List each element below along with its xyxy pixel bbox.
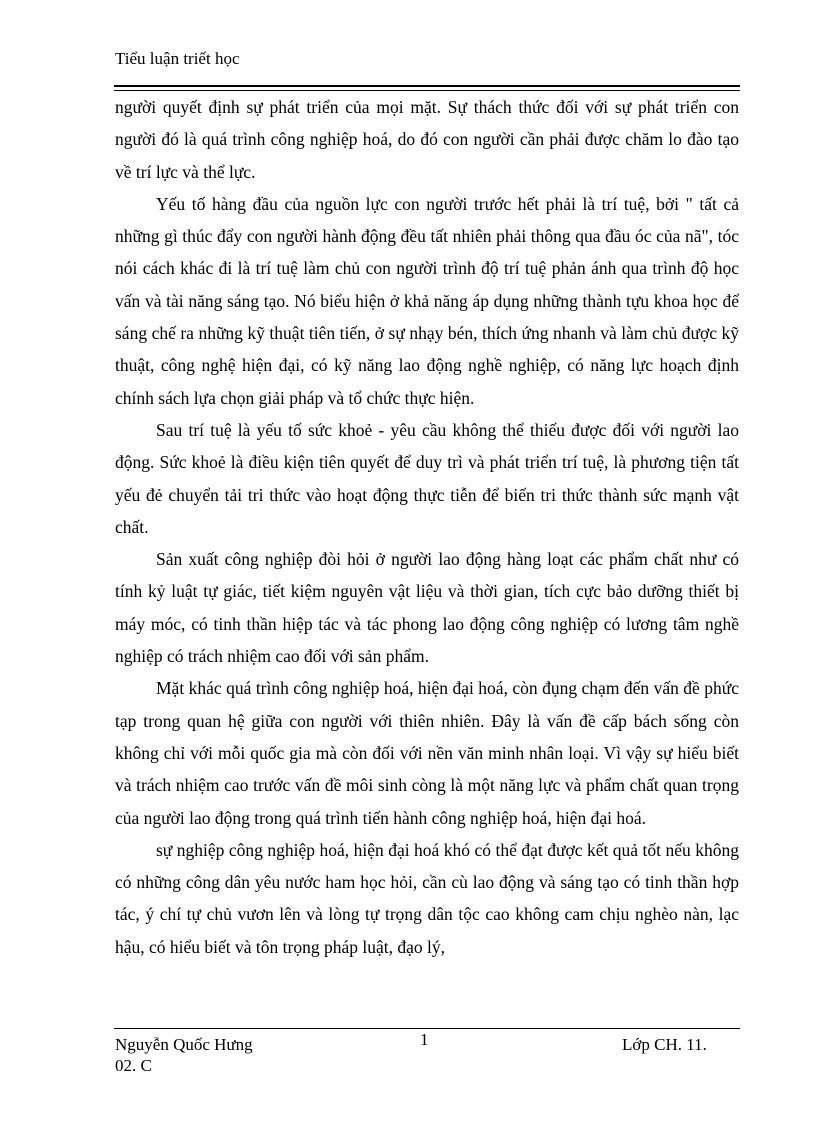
paragraph-continuation: người quyết định sự phát triển của mọi mặt. Sự thách thức đối với sự phát triển con người đó là quá trình công nghiệp hoá, do đó con người cần phải được chăm lo đào tạo về trí lực và thể lực. [115,97,739,182]
header-title: Tiểu luận triết học [115,49,240,68]
body-text [115,91,739,963]
footer-rule [114,1028,740,1029]
page-number: 1 [420,1030,429,1049]
header-rule-thick [114,85,740,87]
paragraph: Yếu tố hàng đầu của nguồn lực con người trước hết phải là trí tuệ, bởi " tất cả những gì thúc đẩy con người hành động đều tất nhiên phải thông qua đầu óc của nã", tóc nói cách khác đi là trí tuệ làm chủ con người trình độ trí tuệ phản ánh qua trình độ học vấn và tài năng sáng tạo. Nó biểu hiện ở khả năng áp dụng những thành tựu khoa học để sáng chế ra những kỹ thuật tiên tiến, ở sự nhạy bén, thích ứng nhanh và làm chủ được kỹ thuật, công nghệ hiện đại, có kỹ năng lao động nghề nghiệp, có năng lực hoạch định chính sách lựa chọn giải pháp và tổ chức thực hiện. [115,193,739,408]
footer-class-label: Lớp CH. 11. [622,1035,707,1054]
footer-author: Nguyễn Quốc Hưng [115,1035,253,1054]
paragraph: sự nghiệp công nghiệp hoá, hiện đại hoá khó có thể đạt được kết quả tốt nếu không có những công dân yêu nước ham học hỏi, cần cù lao động và sáng tạo có tinh thần hợp tác, ý chí tự chủ vươn lên và lòng tự trọng dân tộc cao không cam chịu nghèo nàn, lạc hậu, có hiểu biết và tôn trọng pháp luật, đạo lý, [115,839,739,957]
paragraph: Sau trí tuệ là yếu tố sức khoẻ - yêu cầu không thể thiếu được đối với người lao động. Sức khoẻ là điều kiện tiên quyết để duy trì và phát triển trí tuệ, là phương tiện tất yếu đẻ chuyển tải tri thức vào hoạt động thực tiễn để biến tri thức thành sức mạnh vật chất. [115,419,739,537]
paragraph: Mặt khác quá trình công nghiệp hoá, hiện đại hoá, còn đụng chạm đến vấn đề phức tạp trong quan hệ giữa con người với thiên nhiên. Đây là vấn đề cấp bách sống còn không chỉ với mỗi quốc gia mà còn đối với nền văn minh nhân loại. Vì vậy sự hiểu biết và trách nhiệm cao trước vấn đề môi sinh còng là một năng lực và phẩm chất quan trọng của người lao động trong quá trình tiến hành công nghiệp hoá, hiện đại hoá. [115,678,739,828]
paragraph: Sản xuất công nghiệp đòi hỏi ở người lao động hàng loạt các phẩm chất như có tính kỷ luật tự giác, tiết kiệm nguyên vật liệu và thời gian, tích cực bảo dưỡng thiết bị máy móc, có tinh thần hiệp tác và tác phong lao động công nghiệp có lương tâm nghề nghiệp có trách nhiệm cao đối với sản phẩm. [115,549,739,667]
footer-class-label-continued: 02. C [115,1056,152,1075]
